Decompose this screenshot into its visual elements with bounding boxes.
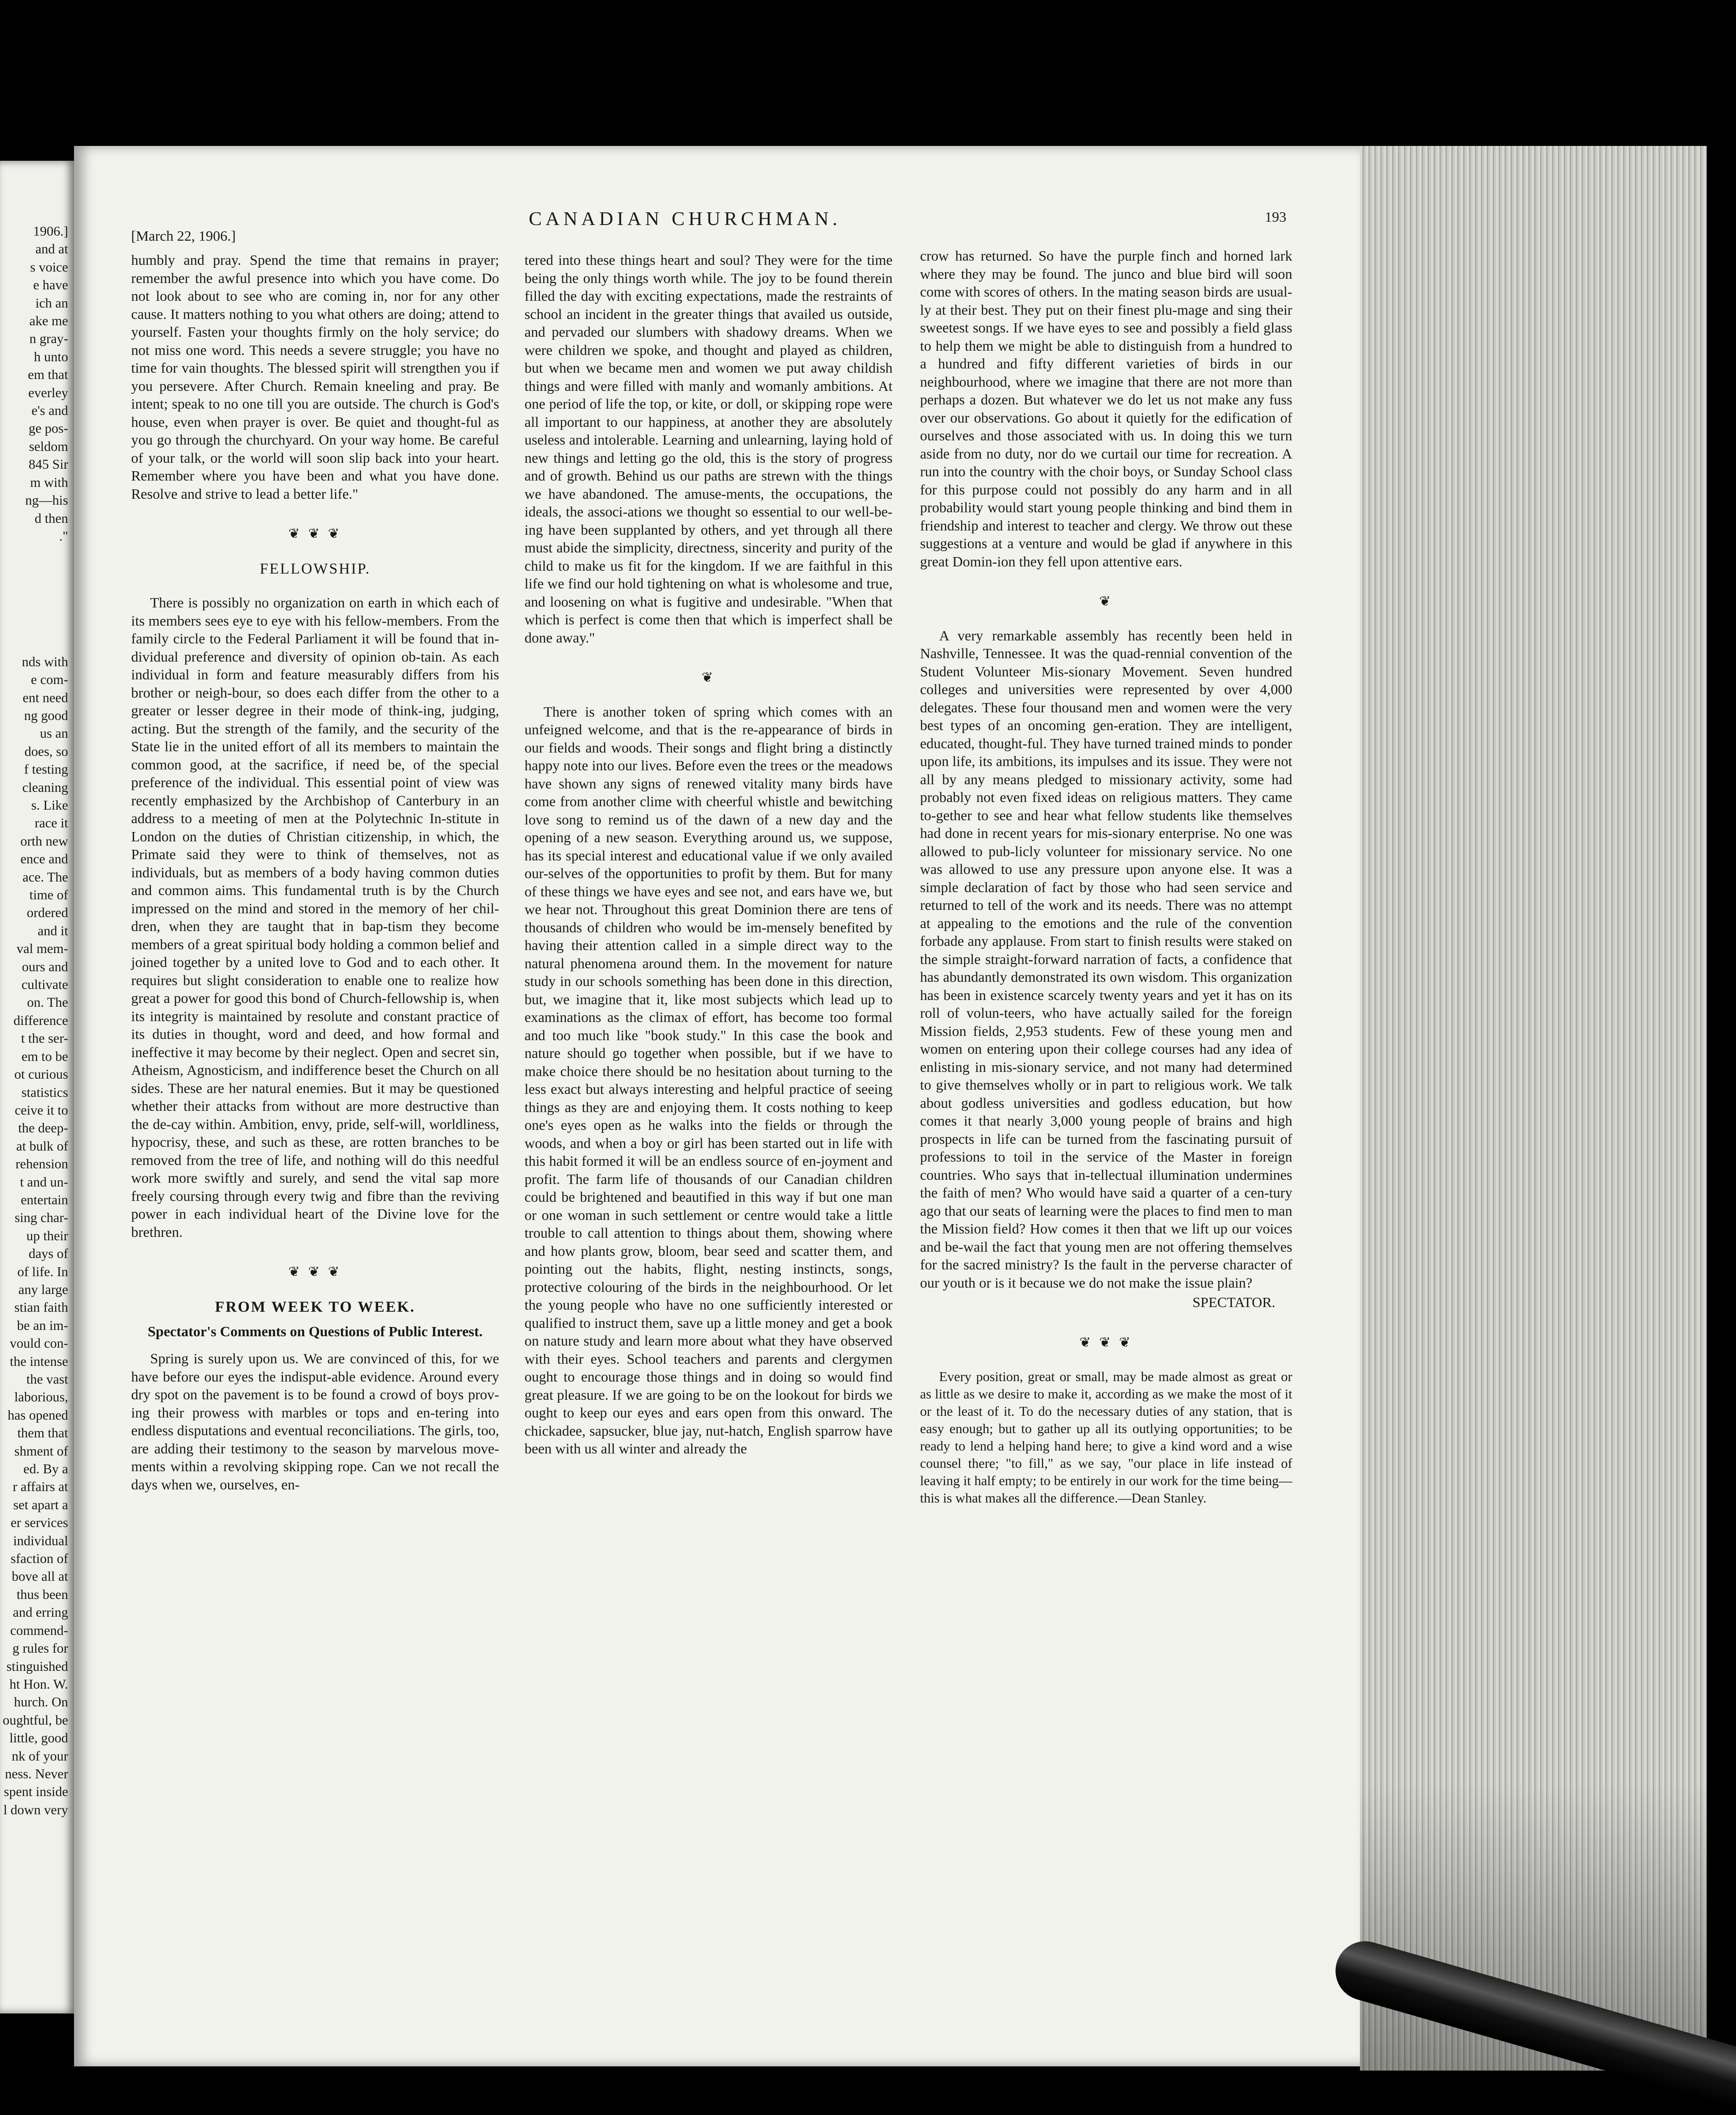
facing-page-line: on. The — [27, 994, 68, 1010]
facing-page-line: ." — [59, 528, 68, 544]
facing-page-line: m with — [30, 474, 68, 490]
facing-page-line: ge pos- — [28, 420, 68, 436]
facing-page-line: entertain — [21, 1192, 68, 1207]
page-number: 193 — [1265, 209, 1286, 225]
facing-page-line — [0, 563, 74, 581]
spring-paragraph: tered into these things heart and soul? They were for the time being the only things worth while. The joy to be found therein filled the day with exciting expectations, made the restraints of school an incident in the greater things that availed us outside, and pervaded our slumbers with shadowy dreams. When we were children we spoke, and thought and played as children, but when we became men and women we put away childish things and were filled with manly and womanly ambitions. At one period of life the top, or kite, or doll, or skipping rope were all important to our happiness, at another they are absolutely useless and intolerable. Learning and unlearning, laying hold of new things and letting go the old, this is the story of progress and of growth. Behind us our paths are strewn with the things we have abandoned. The amuse-ments, the occupations, the ideals, the associ-ations we thought so essential to our well-be-ing have been supplanted by others, and yet through all there must abide the simplicity, directness, sincerity and purity of the child to make us fit for the kingdom. If we are faithful in this life we find our hold tightening on what is wholesome and true, and loosening on what is fugitive and undesirable. "When that which is perfect is come then that which is imperfect shall be done away." — [525, 253, 893, 646]
facing-page-line: them that — [17, 1425, 68, 1441]
facing-page-line — [0, 617, 74, 634]
facing-page-line: stian faith — [14, 1299, 68, 1315]
facing-page-line: spent inside — [4, 1784, 68, 1799]
masthead: CANADIAN CHURCHMAN. — [529, 208, 841, 229]
facing-page-line: em that — [27, 367, 68, 382]
facing-page-line: any large — [18, 1281, 68, 1297]
facing-page-line: rehension — [15, 1156, 68, 1172]
facing-page-line: the intense — [10, 1353, 68, 1369]
facing-page-line: ng—his — [25, 492, 68, 508]
facing-page-line: at bulk of — [16, 1138, 68, 1154]
facing-page-line: has opened — [7, 1407, 68, 1423]
facing-page-line: ordered — [27, 905, 68, 920]
facing-page-line: orth new — [20, 833, 68, 849]
convention-paragraph: A very remarkable assembly has recently been held in Nashville, Tennessee. It was the quad-rennial convention of the Student Volunteer Mis-sionary Movement. Seven hundred colleges and universities were represented by over 4,000 delegates. These four thousand men and women were the very best types of an oncoming gen-eration. They are intelligent, educated, thought-ful. They have turned trained minds to ponder upon life, its ambitions, its impulses and its issue. They were not all by any means pledged to missionary activity, some had probably not even fixed ideas on religious matters. They came to-gether to see and hear what fellow students like themselves had done in recent years for mis-sionary enterprise. No one was allowed to pub-licly volunteer for missionary service. No one was allowed to use any pressure upon anyone else. It was a simple declaration of fact by those who had seen service and returned to tell of the work and its needs. There was no attempt at appealing to the emotions and the rule of the convention forbade any applause. From start to finish results were staked on the simple straight-forward narration of facts, a confidence that has abundantly demonstrated its own wisdom. This organization has been in existence scarcely twenty years and yet it has on its roll of volun-teers, who have actually sailed for the foreign Mission fields, 2,953 students. Few of these young men and women on entering upon their college courses had any idea of enlisting in mis-sionary service, and not many had determined to give themselves wholly or in part to religious work. We talk about godless universities and godless education, but how comes it that nearly 3,000 young people of brains and high prospects in life can be turned from the fascinating pursuit of professions to toil in the service of the Master in foreign countries. Who says that in-tellectual illumination undermines the faith of men? Who would have said a quarter of a cen-tury ago that our seats of learning were the places to find men to man the Mission field? How comes it then that we lift up our voices and be-wail the fact that young men are not offering themselves for the sacred ministry? Is the fault in the perverse character of our youth or is it because we do not make the issue plain? — [920, 628, 1292, 1291]
facing-page-line: f testing — [24, 761, 68, 777]
facing-page-line: er services — [11, 1515, 68, 1530]
fellowship-heading: FELLOWSHIP. — [259, 560, 371, 577]
facing-page-line: 845 Sir — [28, 456, 68, 472]
facing-page-line: stinguished — [6, 1658, 68, 1674]
facing-page-line: little, good — [9, 1730, 68, 1746]
page-header — [74, 146, 1360, 244]
facing-page — [0, 161, 74, 2013]
facing-page-line: thus been — [16, 1586, 68, 1602]
column-3 — [920, 247, 1292, 1507]
facing-page-line: ich an — [35, 295, 68, 310]
newspaper-page — [74, 146, 1360, 2066]
facing-page-line: commend- — [10, 1622, 68, 1638]
facing-page-line: sfaction of — [11, 1551, 68, 1566]
facing-page-line: laborious, — [14, 1389, 68, 1405]
facing-page-line: and it — [38, 923, 68, 938]
facing-page-line: nds with — [22, 654, 68, 669]
facing-page-line: nk of your — [11, 1748, 68, 1763]
facing-page-line: e's and — [31, 403, 68, 418]
facing-page-line: ness. Never — [5, 1766, 68, 1781]
facing-page-line: t and un- — [20, 1174, 68, 1189]
facing-page-line: days of — [28, 1246, 68, 1261]
birds-paragraph-continued: crow has returned. So have the purple finch and horned lark where they may be found. The junco and blue bird will soon come with scores of others. In the mating season birds are usual-ly at their best. They put on their finest plu-mage and sing their sweetest songs. If we have eyes to see and possibly a field glass to help them we might be able to distinguish from a hundred to a hundred and fifty different varieties of birds in our neighbourhood, where we imagine that there are not more than perhaps a dozen. But whatever we do let us not make any fuss over our observations. Go about it quietly for the edification of ourselves and those associated with us. In doing this we turn aside from no duty, nor do we curtail our time for recreation. A run into the country with the choir boys, or Sunday School class for this purpose could not possibly do any harm and in all probability would start young people thinking and bind them in friendship and interest to teacher and clergy. We throw out these suggestions at a venture and would be glad if anywhere in this great Domin-ion they fell upon attentive ears. — [920, 248, 1292, 570]
facing-page-line: bove all at — [11, 1568, 68, 1584]
facing-page-line — [0, 581, 74, 599]
week-article-start: Spring is surely upon us. We are convinced of this, for we have before our eyes the indisput-able evidence. Around every dry spot on the pavement is to be found a crowd of boys prov-ing their prowess with marbles or tops and en-tering into endless disputations and eventual reconciliations. The girls, too, are adding their testimony to the season by marvelous move-ments within a revolving skipping rope. Can we not recall the days when we, ourselves, en- — [131, 1351, 499, 1493]
facing-page-line: val mem- — [16, 941, 68, 956]
facing-page-line: of life. In — [17, 1264, 68, 1279]
facing-page-line: ent need — [22, 689, 68, 705]
closing-quote-text: Every position, great or small, may be made almost as great or as little as we desire to make it, according as we make the most of it or the least of it. To do the necessary duties of any station, that is easy enough; but to gather up all its outlying opportunities; to be ready to lend a helping hand here; to give a kind word and a wise counsel there; "to fill," as we say, "our place in life instead of leaving it half empty; to be entirely in our work for the time being—this is what makes all the difference.—Dean Stanley. — [920, 1369, 1292, 1505]
facing-page-line: em to be — [21, 1048, 68, 1064]
birds-paragraph: There is another token of spring which comes with an unfeigned welcome, and that is the re-appearance of birds in our fields and woods. Their songs and flight bring a distinctly happy note into our lives. Before even the trees or the meadows have shown any signs of renewed vitality many birds have come from another clime with cheerful whistle and bewitching love song to remind us of the dawn of a new day and the opening of a new season. Everything around us, we suppose, has its special interest and educational value if we only availed our-selves of the opportunities to profit by them. But for many of these things we have eyes and see not, and ears have we, but we hear not. Throughout this great Dominion there are tens of thousands of children who would be im-mensely benefited by having their attention called in a simple direct way to the natural phenomena around them. In the movement for nature study in our schools something has been done in this direction, but, we imagine that it, like most subjects which lead up to examinations as the climax of effort, has become too formal and too much like "book study." In this case the book and nature should go together when possible, but if we have to make choice there should be no hesitation about turning to the less exact but always interesting and helpful practice of seeing things as they are and enjoying them. It costs nothing to keep one's eyes open as he walks into the fields or through the woods, and when a boy or girl has been started out in life with this habit formed it will be an endless source of en-joyment and profit. The farm life of thousands of our Canadian children could be brightened and beautified in this way if but one man or one woman in such settlement or centre would take a little trouble to call attention to things about them, showing where and how plants grow, bloom, bear seed and scatter them, and pointing out the habits, flight, nesting instincts, songs, protective colouring of the birds in the neighbourhood. Or let the young people who have no one sufficiently interested or qualified to instruct them, save up a little money and get a book on nature study and learn more about what they have observed with their eyes. School teachers and parents and clergymen ought to encourage those things and in doing so would find great pleasure. If we are going to be on the lookout for birds we ought to keep our eyes and ears open from this onward. The chickadee, sapsucker, blue jay, nut-hatch, English sparrow have been with us all winter and already the — [525, 704, 893, 1457]
facing-page-line: shment of — [14, 1443, 68, 1459]
facing-page-line: time of — [29, 887, 68, 903]
facing-page-line — [0, 545, 74, 563]
facing-page-line: ake me — [29, 313, 68, 329]
facing-page-line: t the ser- — [21, 1030, 68, 1046]
facing-page-line: set apart a — [13, 1497, 68, 1512]
facing-page-line: ng good — [24, 707, 68, 723]
ornament-divider: ❦ — [701, 670, 716, 685]
ornament-divider: ❦ ❦ ❦ — [288, 1264, 342, 1279]
ornament-divider: ❦ — [1099, 593, 1113, 609]
facing-page-line: be an im- — [17, 1317, 68, 1333]
facing-page-line: 1906.] — [33, 223, 68, 239]
facing-page-line: race it — [34, 815, 68, 831]
facing-page-line: l down very — [3, 1802, 68, 1817]
week-subheading: Spectator's Comments on Questions of Public Interest. — [148, 1324, 483, 1340]
facing-page-line: oughtful, be — [3, 1712, 68, 1728]
column-1-opening: humbly and pray. Spend the time that remains in prayer; remember the awful presence into which you have come. Do not look about to see who are coming in, nor for any other cause. It matters nothing to you what others are doing; attend to yourself. Fasten your thoughts firmly on the holy service; do not miss one word. This needs a severe struggle; you have no time for vain thoughts. The blessed spirit will strengthen you if you persevere. After Church. Remain kneeling and pray. Be intent; speak to no one till you are outside. The church is God's house, even when prayer is over. Be quiet and thought-ful as you go through the churchyard. On your way home. Be careful of your talk, or the world will soon slip back into your heart. Remember where you have been and what you have done. Resolve and strive to lead a better life." — [131, 253, 499, 502]
facing-page-line: vould con- — [10, 1335, 68, 1351]
facing-page-line: hurch. On — [14, 1694, 68, 1710]
facing-page-line: ace. The — [22, 869, 68, 884]
facing-page-line: cultivate — [21, 977, 68, 992]
ornament-divider: ❦ ❦ ❦ — [288, 526, 342, 541]
facing-page-line — [0, 634, 74, 652]
facing-page-line: up their — [26, 1228, 68, 1243]
column-2 — [525, 252, 893, 1459]
facing-page-line: h unto — [34, 349, 68, 364]
facing-page-line: everley — [28, 385, 68, 400]
fellowship-article: There is possibly no organization on earth in which each of its members sees eye to eye with his fellow-members. From the family circle to the Federal Parliament it will be found that in-dividual preference and diversity of opinion ob-tain. As each individual in form and feature measurably differs from his brother or neigh-bour, so does each differ from the other to a greater or lesser degree in their mode of think-ing, judging, acting. But the strength of the family, and the security of the State lie in the united effort of all its members to maintain the common good, at the sacrifice, if need be, of the special preference of the individual. This essential point of view was recently emphasized by the Archbishop of Canterbury in an address to a meeting of men at the Polytechnic In-stitute in London on the duties of Christian citizenship, in which, the Primate said they were to think of themselves, not as individuals, but as members of a body having common duties and common aims. This fundamental truth is by the Church impressed on the mind and stored in the memory of her chil-dren, when they are taught that in bap-tism they become members of a great spiritual body holding a common belief and joined together by a united love to God and to each other. It requires but slight consideration to enable one to realize how great a power for good this bond of Church-fellowship is, when its integrity is maintained by resolute and constant practice of its duties in thought, word and deed, and how formal and ineffective it may become by their neglect. Open and secret sin, Atheism, Agnosticism, and indifference beset the Church on all sides. These are her natural enemies. But it may be questioned whether their attacks from without are more destructive than the de-cay within. Ambition, envy, pride, self-will, worldliness, hypocrisy, these, and such as these, are rotten branches to be removed from the tree of life, and nothing will do this needful work more swiftly and surely, and send the vital sap more freely coursing through every twig and fibre than the reviving power in each individual heart of the Divine love for the brethren. — [131, 595, 499, 1240]
facing-page-line: d then — [34, 510, 68, 526]
facing-page-line: ceive it to — [14, 1102, 68, 1118]
facing-page-line: does, so — [24, 743, 68, 759]
week-heading: FROM WEEK TO WEEK. — [215, 1298, 415, 1315]
facing-page-line: difference — [13, 1012, 68, 1028]
closing-quote — [920, 1368, 1292, 1507]
facing-page-line: individual — [13, 1533, 68, 1548]
facing-page-line: the deep- — [18, 1120, 68, 1136]
facing-page-line: e com- — [31, 672, 68, 687]
facing-page-line: ht Hon. W. — [9, 1676, 68, 1692]
facing-page-line: cleaning — [22, 779, 68, 795]
issue-date: [March 22, 1906.] — [131, 228, 236, 244]
ornament-divider: ❦ ❦ ❦ — [1079, 1334, 1133, 1350]
facing-page-line: e have — [33, 277, 68, 293]
facing-page-line: ed. By a — [23, 1461, 68, 1477]
facing-page-line — [0, 599, 74, 617]
facing-page-text — [0, 161, 74, 1818]
author-signature: SPECTATOR. — [1192, 1295, 1275, 1310]
facing-page-line: ot curious — [14, 1066, 68, 1082]
facing-page-line: and at — [35, 241, 68, 257]
facing-page-line: s voice — [30, 259, 68, 275]
facing-page-line: s. Like — [31, 797, 68, 813]
facing-page-line: and erring — [13, 1604, 68, 1620]
facing-page-line: the vast — [26, 1371, 68, 1387]
facing-page-line: sing char- — [14, 1210, 68, 1225]
facing-page-line: g rules for — [12, 1640, 68, 1656]
facing-page-line: ours and — [22, 959, 68, 974]
facing-page-line: ence and — [20, 851, 68, 867]
facing-page-line: r affairs at — [13, 1479, 68, 1494]
facing-page-line: us an — [40, 725, 68, 741]
facing-page-line: statistics — [21, 1084, 68, 1100]
facing-page-line: seldom — [29, 438, 68, 454]
page-edges — [1360, 146, 1707, 2071]
facing-page-line: n gray- — [29, 331, 68, 346]
column-1 — [131, 252, 499, 1494]
